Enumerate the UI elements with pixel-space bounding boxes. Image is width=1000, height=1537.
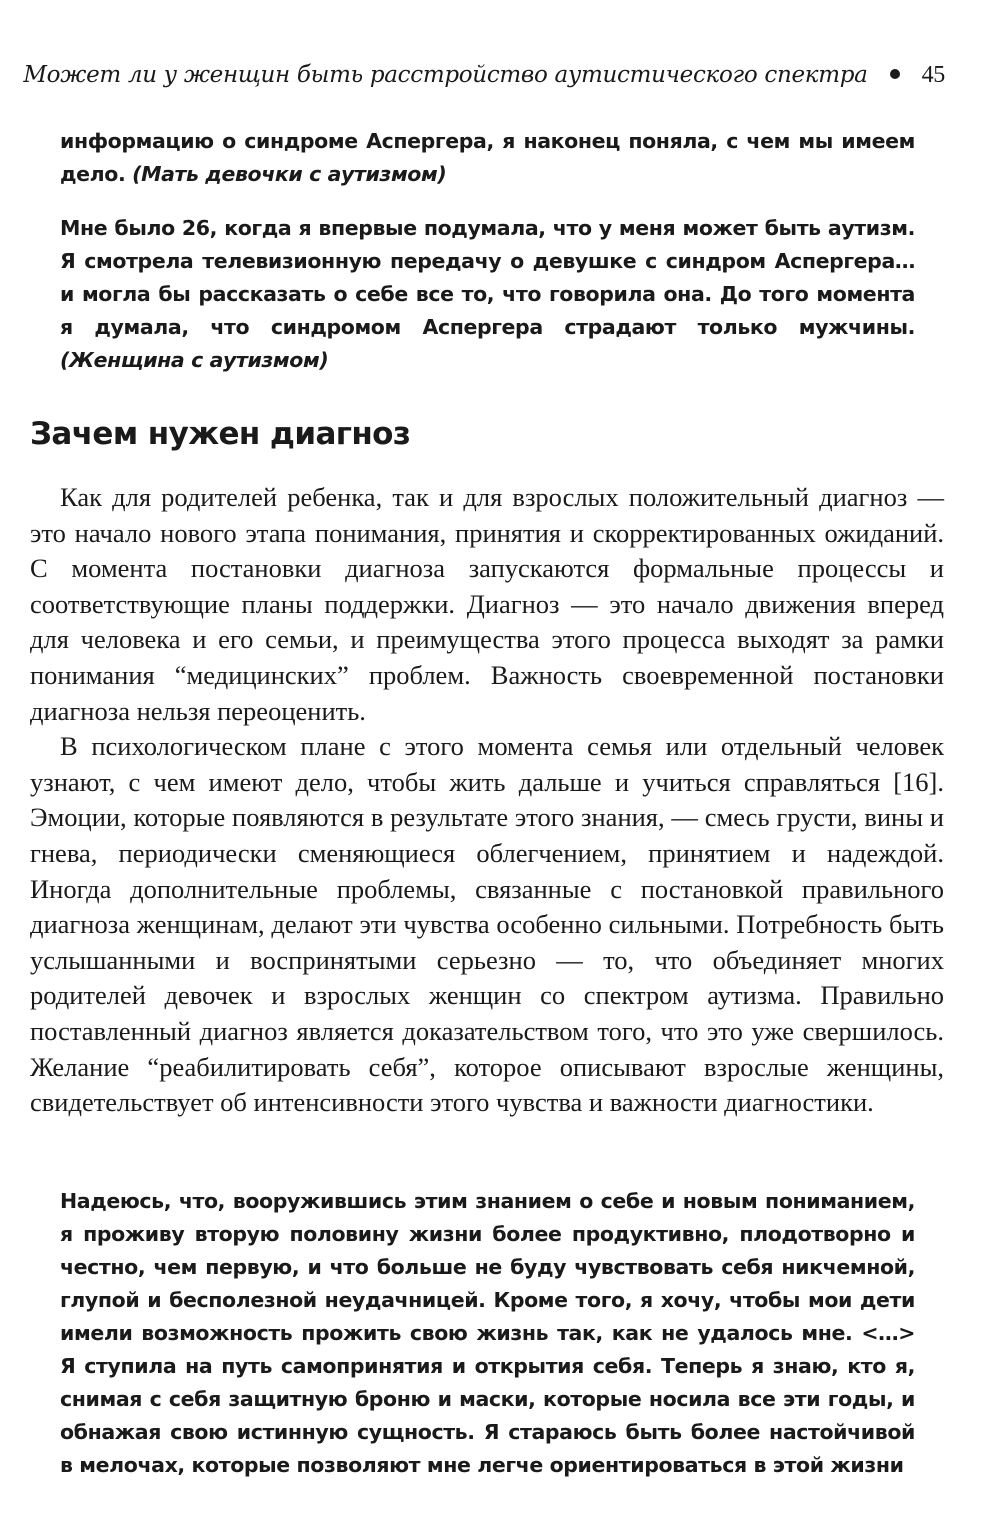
quote-text: Мне было 26, когда я впервые подумала, что у меня может быть аутизм. Я смотрела телевизионную передачу о девушке с синдром Аспергера… и могла бы рассказать о себе все то, что говорила она. До того момента я думала, что синдромом Аспергера страдают только мужчины.: [60, 216, 915, 339]
quote-text: информацию о синдроме Аспергера, я наконец поняла, с чем мы имеем дело.: [60, 129, 915, 186]
quote-source: (Мать девочки с аутизмом): [132, 162, 447, 186]
quote-source: (Женщина с аутизмом): [60, 348, 329, 372]
running-head: [0, 62, 945, 89]
body-text: [30, 480, 944, 1121]
quote-text: Надеюсь, что, вооружившись этим знанием о себе и новым пониманием, я проживу вторую половину жизни более продуктивно, плодотворно и честно, чем первую, и что больше не буду чувствовать себя никчемной, глупой и бесполезной неудачницей. Кроме того, я хочу, чтобы мои дети имели возможность прожить свою жизнь так, как не удалось мне. <…> Я ступила на путь самопринятия и открытия себя. Теперь я знаю, кто я, снимая с себя защитную броню и маски, которые носила все эти годы, и обнажая свою истинную сущность. Я стараюсь быть более настойчивой в мелочах, которые позволяют мне легче ориентироваться в этой жизни: [60, 1189, 915, 1477]
quote-block: [60, 212, 915, 377]
quote-block: [60, 125, 915, 191]
page-number: 45: [921, 62, 945, 88]
bullet-icon: [890, 69, 900, 79]
quote-block: [60, 1185, 915, 1482]
running-head-title: Может ли у женщин быть расстройство аутистического спектра: [23, 62, 868, 88]
paragraph: В психологическом плане с этого момента семья или отдельный человек узнают, с чем имеют дело, чтобы жить дальше и учиться справляться [16]. Эмоции, которые появляются в результате этого знания, — смесь грусти, вины и гнева, периодически сменяющиеся облегчением, принятием и надеждой. Иногда дополнительные проблемы, связанные с постановкой правильного диагноза женщинам, делают эти чувства особенно сильными. Потребность быть услышанными и воспринятыми серьезно — то, что объединяет многих родителей девочек и взрослых женщин со спектром аутизма. Правильно поставленный диагноз является доказательством того, что это уже свершилось. Желание “реабилитировать себя”, которое описывают взрослые женщины, свидетельствует об интенсивности этого чувства и важности диагностики.: [30, 731, 944, 1118]
paragraph: Как для родителей ребенка, так и для взрослых положительный диагноз — это начало нового этапа понимания, принятия и скорректированных ожиданий. С момента постановки диагноза запускаются формальные процессы и соответствующие планы поддержки. Диагноз — это начало движения вперед для человека и его семьи, и преимущества этого процесса выходят за рамки понимания “медицинских” проблем. Важность своевременной постановки диагноза нельзя переоценить.: [30, 482, 944, 726]
section-heading: Зачем нужен диагноз: [30, 416, 411, 452]
